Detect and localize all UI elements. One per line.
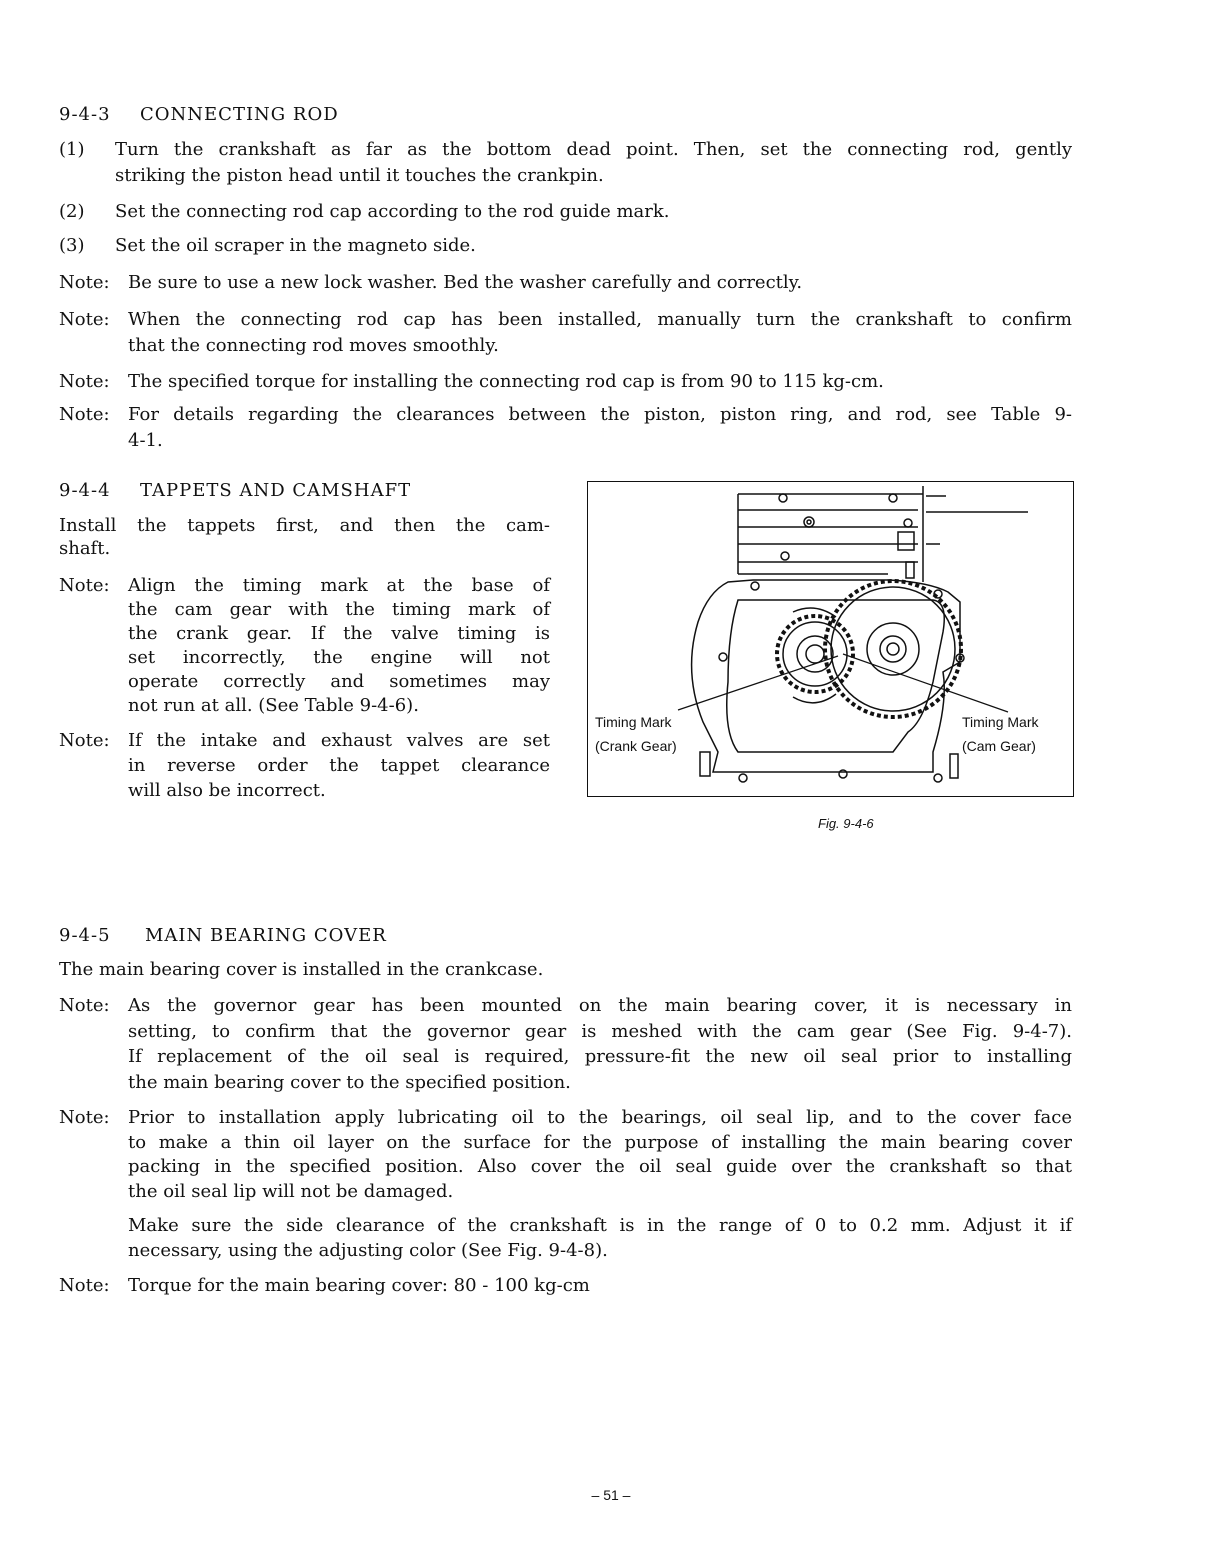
note-label: Note: [59,730,110,751]
note-label: Note: [59,1275,110,1296]
cylinder-fins [738,486,1028,582]
section-heading: TAPPETS AND CAMSHAFT [140,480,412,501]
text-line: Align the timing mark at the base of [128,575,550,596]
text-line: For details regarding the clearances between the piston, piston ring, and rod, see Table 9- [128,404,1072,425]
item-number: (1) [59,139,85,160]
label-cam-gear: (Cam Gear) [962,738,1036,754]
text-line: striking the piston head until it touches the crankpin. [115,165,604,186]
section-heading: MAIN BEARING COVER [145,925,387,946]
text-line: Prior to installation apply lubricating oil to the bearings, oil seal lip, and to the cover face [128,1107,1072,1128]
note-label: Note: [59,995,110,1016]
text-line: set incorrectly, the engine will not [128,647,550,668]
text-line: in reverse order the tappet clearance [128,755,550,776]
text-line: operate correctly and sometimes may [128,671,550,692]
text-line: not run at all. (See Table 9-4-6). [128,695,419,716]
crank-gear [777,608,853,703]
crankcase-outline [692,580,964,782]
item-number: (2) [59,201,85,222]
section-number: 9-4-4 [59,480,111,501]
text-line: setting, to confirm that the governor gear is meshed with the cam gear (See Fig. 9-4-7). [128,1020,1072,1042]
note-label: Note: [59,272,110,293]
section-number: 9-4-5 [59,925,111,946]
text-line: As the governor gear has been mounted on the main bearing cover, it is necessary in [128,995,1072,1016]
text-line: Install the tappets first, and then the cam- [59,515,550,536]
note-label: Note: [59,1107,110,1128]
note-label: Note: [59,404,110,425]
page-number: – 51 – [591,1487,631,1503]
text-line: Be sure to use a new lock washer. Bed the washer carefully and correctly. [128,272,803,293]
label-timing-mark-cam: Timing Mark [962,714,1039,730]
text-line: necessary, using the adjusting color (See Fig. 9-4-8). [128,1240,608,1261]
text-line: 4-1. [128,430,163,451]
label-timing-mark-crank: Timing Mark [595,714,672,730]
note-label: Note: [59,575,110,596]
engine-diagram [588,482,1072,795]
text-line: Set the oil scraper in the magneto side. [115,235,476,256]
text-line: Set the connecting rod cap according to the rod guide mark. [115,201,670,222]
text-line: Torque for the main bearing cover: 80 - 100 kg-cm [128,1275,590,1296]
text-line: packing in the specified position. Also cover the oil seal guide over the crankshaft so that [128,1156,1072,1178]
text-line: the oil seal lip will not be damaged. [128,1181,454,1203]
text-line: to make a thin oil layer on the surface for the purpose of installing the main bearing cover [128,1131,1072,1153]
figure-timing-gears [587,481,1074,797]
text-line: If replacement of the oil seal is required, pressure-fit the new oil seal prior to installing [128,1046,1072,1067]
figure-caption: Fig. 9-4-6 [818,816,874,831]
text-line: shaft. [59,538,111,559]
text-line: will also be incorrect. [128,780,326,801]
text-line: the crank gear. If the valve timing is [128,623,550,644]
label-crank-gear: (Crank Gear) [595,738,677,754]
text-line: that the connecting rod moves smoothly. [128,335,499,356]
note-label: Note: [59,309,110,330]
text-line: the cam gear with the timing mark of [128,599,550,620]
text-line: the main bearing cover to the specified position. [128,1071,571,1093]
text-line: Make sure the side clearance of the crankshaft is in the range of 0 to 0.2 mm. Adjust it if [128,1215,1072,1236]
text-line: When the connecting rod cap has been installed, manually turn the crankshaft to confirm [128,309,1072,330]
section-heading: CONNECTING ROD [140,104,339,125]
section-number: 9-4-3 [59,104,111,125]
text-line: Turn the crankshaft as far as the bottom dead point. Then, set the connecting rod, gently [115,139,1072,160]
text-line: The specified torque for installing the connecting rod cap is from 90 to 115 kg-cm. [128,371,884,392]
item-number: (3) [59,235,85,256]
cam-gear [825,581,961,717]
note-label: Note: [59,371,110,392]
text-line: The main bearing cover is installed in the crankcase. [59,959,544,980]
text-line: If the intake and exhaust valves are set [128,730,550,751]
